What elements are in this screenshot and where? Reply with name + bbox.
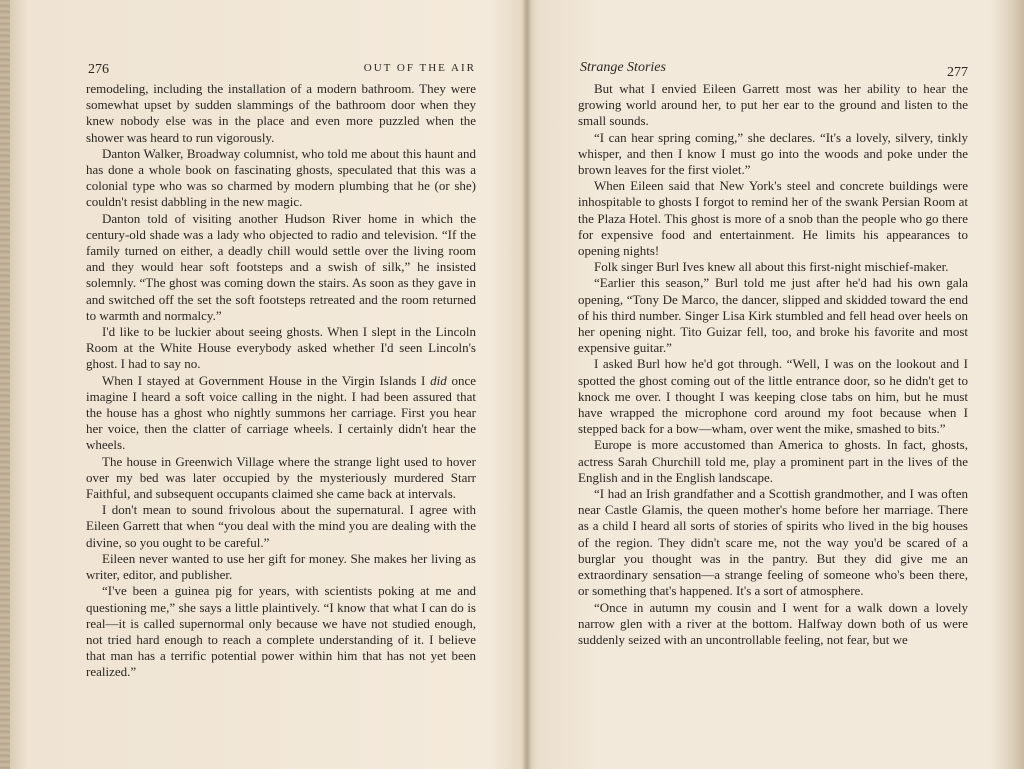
paragraph: “I've been a guinea pig for years, with scientists poking at me and questioning me,” she says a little plaintively. “I know that what I can do is real—it is called supernormal only because we have not studied enough, not tried hard enough to reach a complete understanding of it. I believe that man has a terrific potential power within him that has not yet been realized.” (86, 583, 476, 680)
right-page-header (578, 58, 968, 78)
page-number: 276 (88, 62, 109, 77)
paragraph: The house in Greenwich Village where the strange light used to hover over my bed was later occupied by the mysteriously murdered Starr Faithful, and subsequent occupants claimed she came back at intervals. (86, 453, 476, 502)
paragraph: I don't mean to sound frivolous about the supernatural. I agree with Eileen Garrett that when “you deal with the mind you are dealing with the divine, so you ought to be careful.” (86, 502, 476, 550)
emphasized-word: did (430, 372, 447, 388)
running-title: OUT OF THE AIR (363, 62, 476, 74)
paragraph-text: When I stayed at Government House in the Virgin Islands I (102, 372, 431, 388)
paragraph: Danton told of visiting another Hudson River home in which the century-old shade was a lady who objected to radio and television. “If the family turned on either, a deadly chill would settle over the living room and they would hear soft footsteps and a swish of silk,” he insisted solemnly. “The ghost was coming down the stairs. As soon as they gave in and switched off the set the soft footsteps retreated and the room returned to warmth and normalcy.” (86, 210, 476, 323)
right-page (578, 0, 968, 769)
paragraph: Folk singer Burl Ives knew all about this first-night mischief-maker. (594, 259, 949, 275)
paragraph: I asked Burl how he'd got through. “Well, I was on the lookout and I spotted the ghost coming out of the little entrance door, so he didn't get to knock me over. I thought I was keeping close tabs on him, but he must have wrapped the microphone cord around my foot because when I stepped back for a bow—wham, over went the mike, smashed to bits.” (578, 356, 968, 437)
paragraph: Danton Walker, Broadway columnist, who told me about this haunt and has done a whole book on fascinating ghosts, speculated that this was a colonial type who was so charmed by modern plumbing that he (or she) couldn't resist dabbling in the new magic. (86, 145, 476, 210)
book-binding-edge (0, 0, 10, 769)
left-page-body (86, 81, 476, 681)
paragraph: I'd like to be luckier about seeing ghosts. When I slept in the Lincoln Room at the White House everybody asked whether I'd seen Lincoln's ghost. I had to say no. (86, 324, 476, 372)
left-page-header (86, 58, 476, 78)
paragraph: “Once in autumn my cousin and I went for a walk down a lovely narrow glen with a river at the bottom. Halfway down both of us were suddenly seized with an uncontrollable feeling, not fear, but we (578, 599, 968, 647)
page-number: 277 (947, 65, 968, 80)
paragraph: When Eileen said that New York's steel and concrete buildings were inhospitable to ghosts I forgot to remind her of the swank Persian Room at the Plaza Hotel. This ghost is more of a snob than the people who go there for expensive food and entertainment. He limits his appearances to opening nights! (578, 178, 968, 259)
paragraph: Eileen never wanted to use her gift for money. She makes her living as writer, editor, and publisher. (86, 550, 476, 583)
paragraph (86, 373, 476, 454)
paragraph: remodeling, including the installation of a modern bathroom. They were somewhat upset by sudden slammings of the bathroom door when they knew nobody else was in the place and even more puzzled when the shower was heard to run vigorously. (86, 81, 476, 145)
paragraph: “I had an Irish grandfather and a Scottish grandmother, and I was often near Castle Glamis, the queen mother's home before her marriage. There as a child I heard all sorts of stories of spirits who lived in the big houses of the region. They didn't scare me, not the way you'd be scared of a burglar you thought was in the pantry. But they did give me an extraordinary sensation—a strange feeling of someone who's been there, or something that's happened. It's a sort of atmosphere. (578, 486, 968, 599)
paragraph: But what I envied Eileen Garrett most was her ability to hear the growing world around her, to put her ear to the ground and listen to the small sounds. (578, 81, 968, 129)
paragraph: “I can hear spring coming,” she declares. “It's a lovely, silvery, tinkly whisper, and then I know I must go into the woods and poke under the brown leaves for the first violet.” (578, 129, 968, 178)
paragraph: “Earlier this season,” Burl told me just after he'd had his own gala opening, “Tony De Marco, the dancer, slipped and skidded toward the end of his third number. Singer Lisa Kirk stumbled and fell head over heels on her opening night. Tito Guizar fell, too, and broke his favorite and most expensive guitar.” (578, 275, 968, 356)
paragraph: Europe is more accustomed than America to ghosts. In fact, ghosts, actress Sarah Churchill told me, play a prominent part in the lives of the English and in the English landscape. (578, 437, 968, 485)
left-page (86, 0, 476, 769)
page-gutter (522, 0, 532, 769)
paragraph-text: once imagine I heard a soft voice calling in the night. I had been assured that the house has a ghost who nightly summons her carriage. First you hear her voice, then the clatter of carriage wheels. I certainly didn't hear the wheels. (86, 372, 476, 453)
right-page-body (578, 81, 968, 648)
running-title: Strange Stories (580, 60, 666, 75)
